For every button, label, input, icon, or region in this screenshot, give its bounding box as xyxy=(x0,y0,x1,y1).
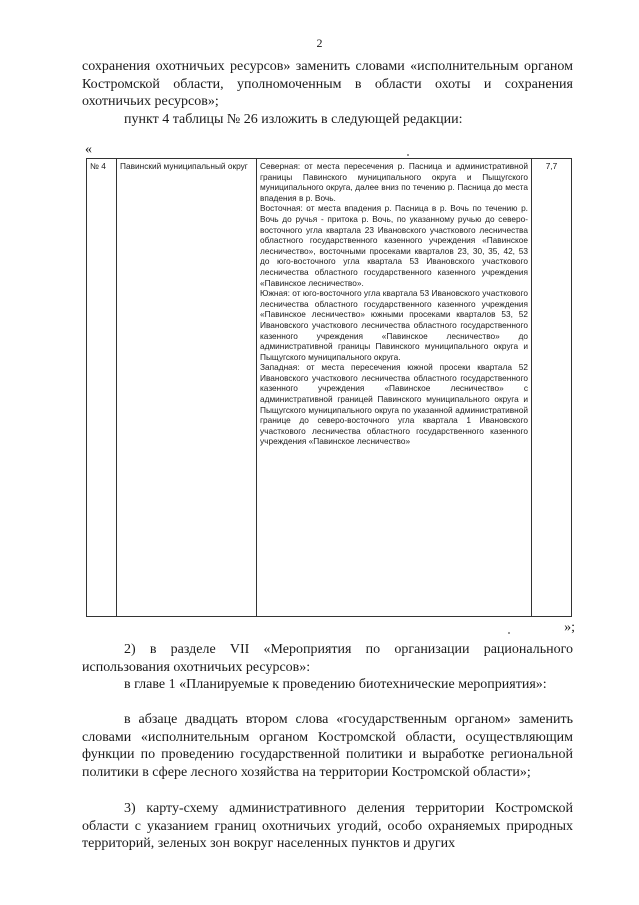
row-area-cell: 7,7 xyxy=(532,159,572,617)
page-number: 2 xyxy=(316,36,323,50)
map-paragraph: 3) карту-схему административного деления территории Костромской области с указанием границ охотничьих угодий, особо охраняемых природных территорий, зеленых зон вокруг населенных пунктов и других xyxy=(82,801,573,851)
hunting-grounds-table xyxy=(86,158,572,617)
table-row xyxy=(87,159,572,617)
paragraph-22-paragraph: в абзаце двадцать втором слова «государственным органом» заменить словами «исполнительным органом Костромской области, осуществляющим функции по проведению государственной политики и выработке региональной политики в сфере лесного хозяйства на территории Костромской области»; xyxy=(82,712,573,780)
chapter-1-paragraph: в главе 1 «Планируемые к проведению биотехнические мероприятия»: xyxy=(124,677,547,692)
border-east: Восточная: от места впадения р. Пасница в р. Вочь по течению р. Вочь до ручья - притока р. Вочь, по указанному ручью до северо-восточного угла квартала 23 Ивановского участкового лесничества областного государственного казенного учреждения «Павинское лесничество», восточными просеками кварталов 23, 30, 35, 42, 53 до юго-восточного угла квартала 53 Ивановского участкового лесничества областного государственного казенного учреждения «Павинское лесничество». xyxy=(260,203,528,288)
row-name-cell: Павинский муниципальный округ xyxy=(117,159,257,617)
scan-speck xyxy=(407,154,409,156)
intro-paragraph: сохранения охотничьих ресурсов» заменить словами «исполнительным органом Костромской области, уполномоченным в области охоты и сохранения охотничьих ресурсов»; xyxy=(82,59,573,109)
row-borders-cell xyxy=(257,159,532,617)
section-2-paragraph: 2) в разделе VII «Мероприятия по организации рационального использования охотничьих ресурсов»: xyxy=(82,642,573,675)
border-west: Западная: от места пересечения южной просеки квартала 52 Ивановского участкового лесничества областного государственного казенного учреждения «Павинское лесничество» с административной границей Павинского муниципального округа и Пыщугского муниципального округа по указанной административной границе до северо-восточного угла квартала 1 Ивановского участкового лесничества областного государственного казенного учреждения «Павинское лесничество» xyxy=(260,362,528,447)
quote-open: « xyxy=(85,142,92,157)
quote-close: »; xyxy=(564,620,575,635)
border-south: Южная: от юго-восточного угла квартала 53 Ивановского участкового лесничества областного государственного казенного учреждения «Павинское лесничество» южными просеками кварталов 53, 52 Ивановского участкового лесничества областного государственного казенного учреждения «Павинское лесничество» до административной границы Павинского муниципального округа и Пыщугского муниципального округа. xyxy=(260,288,528,362)
scan-speck xyxy=(508,632,510,634)
border-north: Северная: от места пересечения р. Пасница и административной границы Павинского муниципального округа и Пыщугского муниципального округа, далее вниз по течению р. Пасница до места впадения в р. Вочь. xyxy=(260,161,528,203)
item-line: пункт 4 таблицы № 26 изложить в следующей редакции: xyxy=(124,112,463,127)
row-number-cell: № 4 xyxy=(87,159,117,617)
